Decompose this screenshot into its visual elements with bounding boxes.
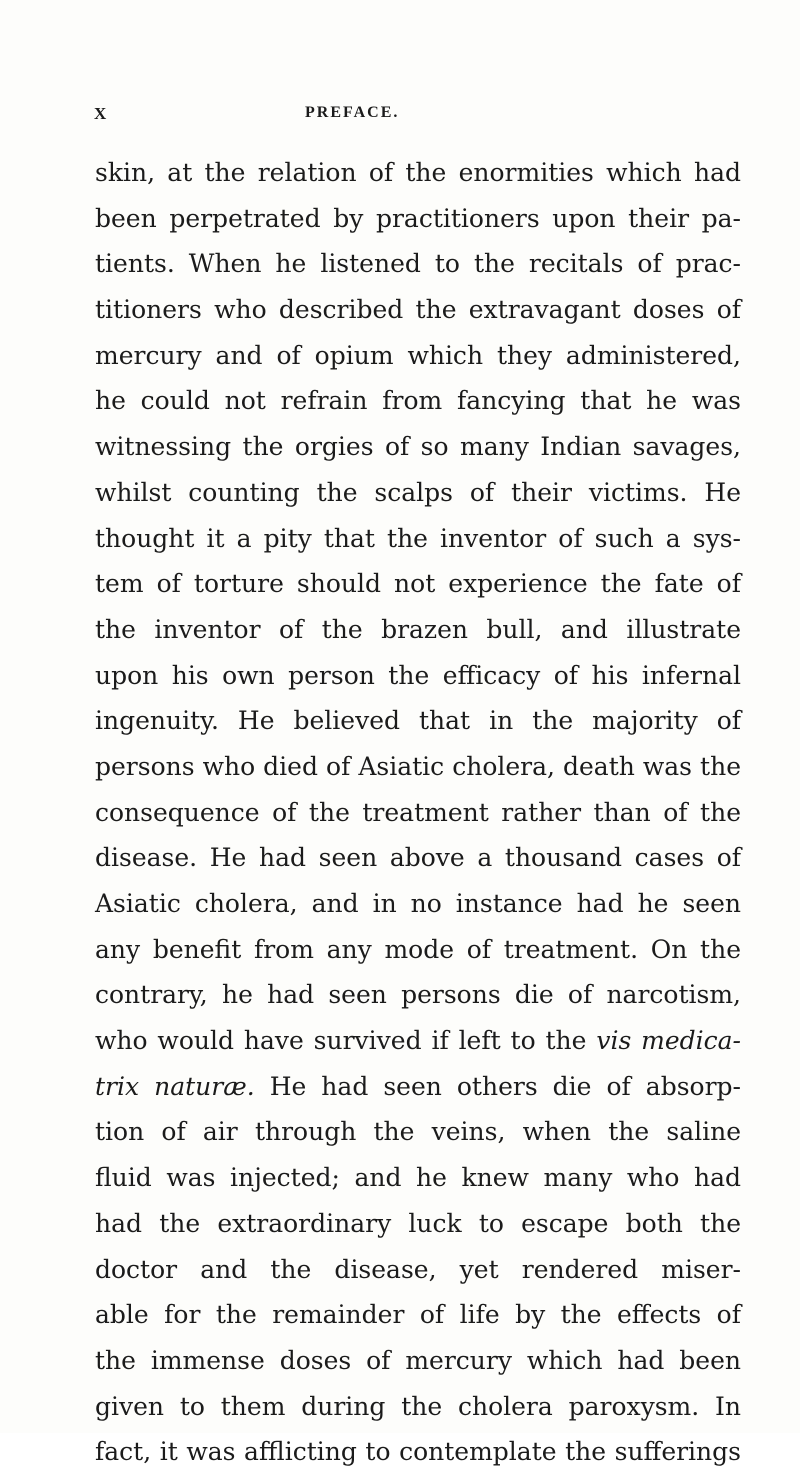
text-segment: persons who died of Asiatic cholera, death was the xyxy=(95,751,741,781)
text-line xyxy=(95,1064,741,1110)
body-text xyxy=(95,150,741,1475)
text-line xyxy=(95,150,741,196)
text-line xyxy=(95,241,741,287)
text-line xyxy=(95,1018,741,1064)
text-line xyxy=(95,972,741,1018)
text-line xyxy=(95,1338,741,1384)
text-line xyxy=(95,333,741,379)
text-segment: whilst counting the scalps of their victims. He xyxy=(95,477,741,507)
text-line xyxy=(95,698,741,744)
text-line xyxy=(95,927,741,973)
text-segment: any benefit from any mode of treatment. On the xyxy=(95,934,741,964)
text-line xyxy=(95,744,741,790)
text-line xyxy=(95,1155,741,1201)
text-segment: he could not refrain from fancying that he was xyxy=(95,386,741,416)
text-segment: tion of air through the veins, when the saline xyxy=(95,1117,741,1147)
text-segment: skin, at the relation of the enormities which had xyxy=(95,158,741,187)
text-segment: given to them during the cholera paroxysm. In xyxy=(95,1391,741,1421)
text-segment: upon his own person the efficacy of his infernal xyxy=(95,660,741,690)
text-segment: fluid was injected; and he knew many who had xyxy=(95,1163,741,1193)
text-segment: the immense doses of mercury which had been xyxy=(95,1345,741,1375)
text-segment: disease. He had seen above a thousand cases of xyxy=(95,843,741,873)
text-line xyxy=(95,561,741,607)
text-line xyxy=(95,1247,741,1293)
text-segment: titioners who described the extravagant doses of xyxy=(95,295,741,325)
text-line xyxy=(95,1201,741,1247)
text-segment: Asiatic cholera, and in no instance had he seen xyxy=(95,889,741,918)
text-line xyxy=(95,1109,741,1155)
text-segment: had the extraordinary luck to escape both the xyxy=(95,1208,741,1238)
text-line xyxy=(95,653,741,699)
italic-text: vis medica- xyxy=(596,1026,742,1056)
text-segment: witnessing the orgies of so many Indian savages, xyxy=(95,432,741,462)
text-line xyxy=(95,1292,741,1338)
italic-text: trix naturæ. xyxy=(95,1071,255,1101)
text-segment: consequence of the treatment rather than of the xyxy=(95,797,741,827)
text-line xyxy=(95,835,741,881)
text-line xyxy=(95,881,741,927)
text-segment: thought it a pity that the inventor of such a sys- xyxy=(95,523,741,553)
text-line xyxy=(95,424,741,470)
text-line xyxy=(95,1429,741,1475)
text-segment: He had seen others die of absorp- xyxy=(254,1071,741,1101)
text-segment: ingenuity. He believed that in the majority of xyxy=(95,706,741,736)
text-segment: been perpetrated by practitioners upon their pa- xyxy=(95,203,741,233)
text-segment: tients. When he listened to the recitals of prac- xyxy=(95,249,741,279)
text-line xyxy=(95,607,741,653)
text-line xyxy=(95,470,741,516)
text-line xyxy=(95,196,741,242)
running-head xyxy=(0,104,800,124)
text-segment: tem of torture should not experience the fate of xyxy=(95,569,741,599)
text-line xyxy=(95,790,741,836)
text-segment: contrary, he had seen persons die of narcotism, xyxy=(95,980,741,1010)
text-segment: fact, it was afflicting to contemplate the sufferings xyxy=(95,1437,741,1467)
running-head-title: PREFACE. xyxy=(305,104,400,121)
text-line xyxy=(95,516,741,562)
text-line xyxy=(95,378,741,424)
text-segment: who would have survived if left to the xyxy=(95,1026,597,1056)
text-segment: mercury and of opium which they administered, xyxy=(95,340,741,370)
text-segment: the inventor of the brazen bull, and illustrate xyxy=(95,614,741,644)
text-segment: able for the remainder of life by the effects of xyxy=(95,1300,741,1330)
text-line xyxy=(95,1384,741,1430)
text-line xyxy=(95,287,741,333)
page-number: X xyxy=(94,104,108,123)
text-segment: doctor and the disease, yet rendered miser- xyxy=(95,1254,741,1284)
